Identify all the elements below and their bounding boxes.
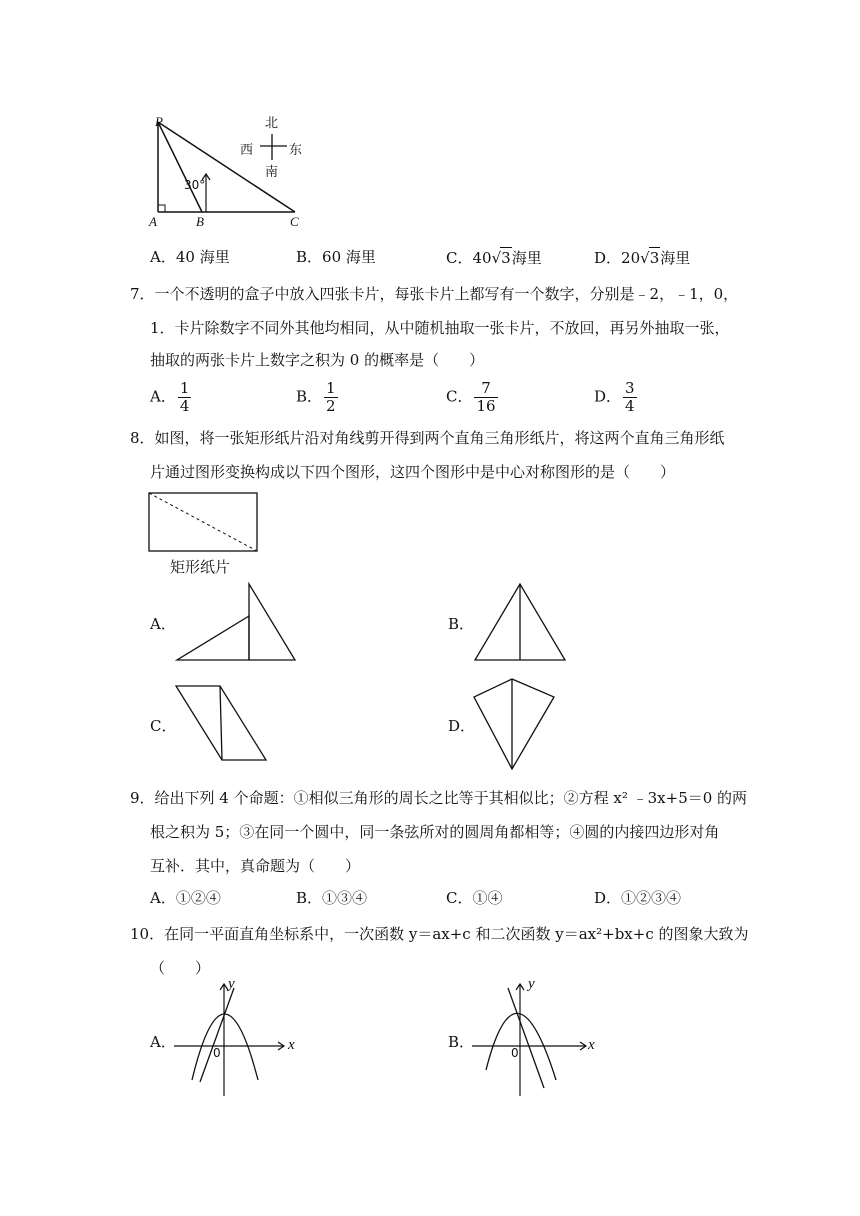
q9-option-b[interactable]: B．①③④ (296, 889, 368, 907)
label-b: B (196, 214, 204, 229)
fraction (178, 380, 192, 415)
q9-option-c[interactable]: C．①④ (446, 889, 503, 907)
fraction-denominator: 2 (326, 397, 336, 415)
q9-line2: 根之积为 5；③在同一个圆中，同一条弦所对的圆周角都相等；④圆的内接四边形对角 (150, 823, 720, 841)
q7-option-label: A． (150, 387, 176, 406)
q6-option-d-rad: 3 (649, 249, 660, 267)
q6-option-d[interactable] (594, 247, 690, 268)
axis-y-label: y (528, 976, 535, 992)
q9-option-d[interactable]: D．①②③④ (594, 889, 682, 907)
q10-graph-b[interactable] (470, 978, 600, 1100)
fraction (324, 380, 338, 415)
q8-option-b[interactable]: B． (448, 615, 475, 633)
axis-y-label: y (228, 976, 235, 992)
compass-south: 南 (265, 165, 279, 180)
q7-line1: 7．一个不透明的盒子中放入四张卡片，每张卡片上都写有一个数字，分别是﹣2，﹣1，0， (130, 285, 739, 303)
sqrt-icon: √ (491, 249, 502, 267)
fraction-denominator: 4 (179, 397, 190, 415)
q10-graph-a[interactable] (172, 978, 302, 1100)
q6-option-c[interactable] (446, 247, 542, 268)
fraction-numerator: 1 (326, 379, 336, 397)
q7-option-label: C． (446, 387, 473, 406)
q6-option-c-prefix: C．40 (446, 249, 492, 267)
q9-line3: 互补．其中，真命题为（ ） (150, 857, 361, 875)
q10-option-a[interactable]: A． (150, 1033, 176, 1051)
fraction-denominator: 16 (476, 397, 496, 415)
label-p: P (155, 114, 163, 129)
compass-east: 东 (289, 143, 303, 158)
fraction (623, 380, 637, 415)
q10-option-b[interactable]: B． (448, 1033, 475, 1051)
q10-line2: （ ） (150, 959, 211, 977)
compass-west: 西 (240, 143, 254, 158)
q7-option-d[interactable] (594, 380, 639, 415)
q9-option-a[interactable]: A．①②④ (150, 889, 221, 907)
q10-line1: 10．在同一平面直角坐标系中，一次函数 y＝ax+c 和二次函数 y＝ax²+bx+c 的图象大致为 (130, 925, 749, 943)
q8-figure-b[interactable] (473, 582, 569, 664)
q7-line2: 1．卡片除数字不同外其他均相同，从中随机抽取一张卡片，不放回，再另外抽取一张， (150, 319, 730, 337)
origin-label: 0 (213, 1046, 221, 1060)
fraction-numerator: 7 (474, 380, 497, 398)
label-a: A (149, 214, 157, 229)
q8-line2: 片通过图形变换构成以下四个图形，这四个图形中是中心对称图形的是（ ） (150, 463, 676, 481)
q6-option-b[interactable]: B．60 海里 (296, 248, 376, 266)
q7-option-label: D． (594, 387, 622, 406)
q7-line3: 抽取的两张卡片上数字之积为 0 的概率是（ ） (150, 351, 485, 369)
q6-option-c-suffix: 海里 (511, 249, 542, 267)
q8-line1: 8．如图，将一张矩形纸片沿对角线剪开得到两个直角三角形纸片，将这两个直角三角形纸 (130, 429, 725, 447)
sqrt-icon: √ (640, 249, 650, 267)
q6-option-a[interactable]: A．40 海里 (150, 248, 230, 266)
q6-option-c-rad: 3 (501, 249, 511, 267)
q7-option-a[interactable] (150, 380, 193, 415)
q8-option-c[interactable]: C． (150, 717, 177, 735)
label-angle-30: 30° (184, 178, 206, 192)
q8-figure-a[interactable] (175, 582, 300, 664)
q8-option-d[interactable]: D． (448, 717, 476, 735)
q8-figure-d[interactable] (472, 677, 558, 772)
q8-option-a[interactable]: A． (150, 615, 176, 633)
label-c: C (290, 214, 299, 229)
figure-q6-triangle (140, 112, 340, 232)
q7-option-b[interactable] (296, 380, 340, 415)
q8-figure-c[interactable] (174, 684, 270, 764)
fraction-denominator: 4 (625, 397, 635, 415)
q7-option-label: B． (296, 387, 323, 406)
rect-caption: 矩形纸片 (170, 558, 231, 576)
rectangle-paper-figure (148, 492, 260, 554)
origin-label: 0 (511, 1046, 519, 1060)
fraction-numerator: 3 (625, 379, 635, 397)
axis-x-label: x (288, 1037, 295, 1053)
q9-line1: 9．给出下列 4 个命题：①相似三角形的周长之比等于其相似比；②方程 x² ﹣3x+5＝0 的两 (130, 789, 748, 807)
q7-option-c[interactable] (446, 380, 500, 415)
axis-x-label: x (588, 1037, 595, 1053)
fraction (474, 380, 497, 415)
compass-north: 北 (265, 116, 279, 131)
q6-option-d-suffix: 海里 (660, 249, 691, 267)
fraction-numerator: 1 (179, 379, 190, 397)
q6-option-d-prefix: D．20 (594, 249, 641, 267)
